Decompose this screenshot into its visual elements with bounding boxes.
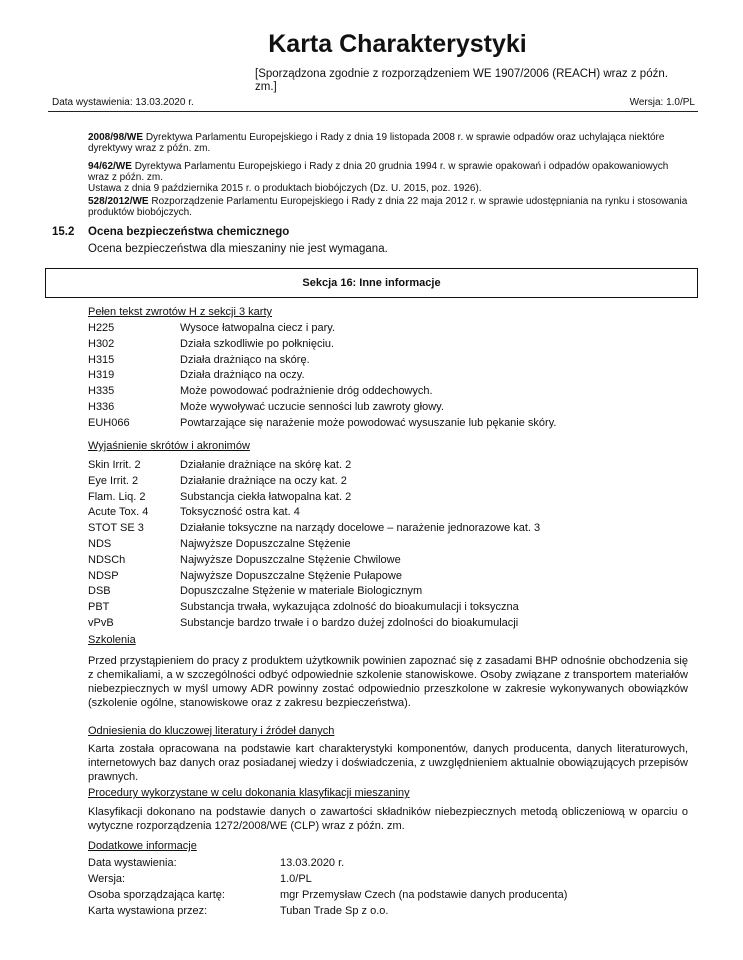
h-phrases-heading: Pełen tekst zwrotów H z sekcji 3 karty [88,306,273,318]
abbrev-row-code: NDSCh [88,553,126,566]
abbrev-row-code: NDS [88,537,112,550]
abbrev-row-text: Działanie toksyczne na narządy docelowe – narażenie jednorazowe kat. 3 [180,522,541,535]
abbrev-row-text: Działanie drażniące na oczy kat. 2 [180,474,347,487]
abbrev-row-code: Acute Tox. 4 [88,506,149,519]
info-row-text: mgr Przemysław Czech (na podstawie danych producenta) [280,889,568,901]
abbrev-heading: Wyjaśnienie skrótów i akronimów [88,440,250,452]
procedures-heading: Procedury wykorzystane w celu dokonania klasyfikacji mieszaniny [88,787,410,799]
info-row-code: Karta wystawiona przez: [88,905,208,917]
abbrev-row-code: NDSP [88,569,119,582]
abbrev-row-code: Skin Irrit. 2 [88,459,141,471]
abbrev-row-text: Najwyższe Dopuszczalne Stężenie Chwilowe [180,553,401,566]
abbrev-row-code: vPvB [88,616,114,629]
legislation-item: 528/2012/WE Rozporządzenie Parlamentu Europejskiego i Rady z dnia 22 maja 2012 r. w sprawie udostępniania na rynku i stosowania produktów biobójczych. [88,196,688,218]
info-row-text: Tuban Trade Sp z o.o. [280,905,389,917]
h-phrase-row-code: H335 [88,385,115,398]
abbrev-row-code: PBT [88,601,110,614]
abbrev-row-code: Flam. Liq. 2 [88,490,146,503]
h-phrase-row-code: EUH066 [88,416,130,429]
procedures-text: Klasyfikacji dokonano na podstawie danych o zawartości składników niebezpiecznych metodą obliczeniową w oparciu o wytyczne rozporządzenia 1272/2008/WE (CLP) wraz z późn. zm. [88,806,688,832]
issue-date: Data wystawienia: 13.03.2020 r. [52,97,194,108]
h-phrase-row-text: Działa drażniąco na oczy. [180,369,305,382]
abbrev-row-text: Najwyższe Dopuszczalne Stężenie Pułapowe [180,569,402,582]
abbrev-row-code: DSB [88,585,111,598]
h-phrase-row-text: Działa drażniąco na skórę. [180,353,310,366]
abbrev-row-text: Substancje bardzo trwałe i o bardzo dużej zdolności do bioakumulacji [180,616,519,629]
abbrev-row-code: Eye Irrit. 2 [88,474,139,487]
section-title: Ocena bezpieczeństwa chemicznego [88,226,290,238]
abbrev-row-text: Toksyczność ostra kat. 4 [180,506,300,519]
section-16-header: Sekcja 16: Inne informacje [45,268,698,298]
h-phrase-row-code: H225 [88,322,115,334]
h-phrase-row-text: Wysoce łatwopalna ciecz i pary. [180,322,335,334]
info-row-code: Wersja: [88,873,126,885]
section-number: 15.2 [52,226,75,238]
legislation-item: 2008/98/WE Dyrektywa Parlamentu Europejskiego i Rady z dnia 19 listopada 2008 r. w sprawie odpadów oraz uchylająca niektóre dyrektywy wraz z późn. zm. [88,132,665,154]
version: Wersja: 1.0/PL [629,97,695,108]
info-row-text: 1.0/PL [280,873,312,885]
h-phrase-row-text: Działa szkodliwie po połknięciu. [180,337,335,350]
legislation-item: 94/62/WE Dyrektywa Parlamentu Europejskiego i Rady z dnia 20 grudnia 1994 r. w sprawie opakowań i odpadów opakowaniowych wraz z późn. zm. [88,161,669,183]
training-text: Przed przystąpieniem do pracy z produktem użytkownik powinien zapoznać się z zasadami BHP odnośnie obchodzenia się z chemikaliami, a w szczególności odbyć odpowiednie szkolenie stanowiskowe. Osoby związane z transportem materiałów niebezpiecznych w myśl umowy ADR powinny zostać odpowiednio przeszkolone w zakresie wykonywanych obowiązków (szkolenie ogólne, stanowiskowe oraz z zakresu bezpieczeństwa). [88,655,688,709]
document-subtitle: [Sporządzona zgodnie z rozporządzeniem WE 1907/2006 (REACH) wraz z późn. zm.] [255,68,668,93]
legislation-item: Ustawa z dnia 9 października 2015 r. o produktach biobójczych (Dz. U. 2015, poz. 1926). [88,183,482,194]
h-phrase-row-text: Może powodować podrażnienie dróg oddechowych. [180,385,433,398]
abbrev-row-text: Substancja trwała, wykazująca zdolność do bioakumulacji i toksyczna [180,601,519,614]
h-phrase-row-code: H302 [88,337,115,350]
info-row-code: Osoba sporządzająca kartę: [88,889,225,901]
abbrev-row-text: Najwyższe Dopuszczalne Stężenie [180,537,351,550]
training-heading: Szkolenia [88,634,136,646]
h-phrase-row-text: Może wywoływać uczucie senności lub zawroty głowy. [180,400,444,413]
document-title: Karta Charakterystyki [268,30,527,58]
references-heading: Odniesienia do kluczowej literatury i źródeł danych [88,725,335,737]
header-divider [48,111,698,112]
section-text: Ocena bezpieczeństwa dla mieszaniny nie jest wymagana. [88,243,388,255]
abbrev-row-text: Dopuszczalne Stężenie w materiale Biologicznym [180,585,423,598]
additional-heading: Dodatkowe informacje [88,840,197,852]
h-phrase-row-text: Powtarzające się narażenie może powodować wysuszanie lub pękanie skóry. [180,416,557,429]
h-phrase-row-code: H319 [88,369,115,382]
info-row-code: Data wystawienia: [88,857,177,869]
h-phrase-row-code: H336 [88,400,115,413]
abbrev-row-text: Substancja ciekła łatwopalna kat. 2 [180,490,352,503]
h-phrase-row-code: H315 [88,353,115,366]
references-text: Karta została opracowana na podstawie kart charakterystyki komponentów, danych producenta, danych literaturowych, internetowych baz danych oraz posiadanej wiedzy i doświadczenia, z uwzględnieniem aktualnie obowiązujących przepisów prawnych. [88,743,688,783]
abbrev-row-text: Działanie drażniące na skórę kat. 2 [180,459,352,471]
info-row-text: 13.03.2020 r. [280,857,345,869]
abbrev-row-code: STOT SE 3 [88,522,144,535]
